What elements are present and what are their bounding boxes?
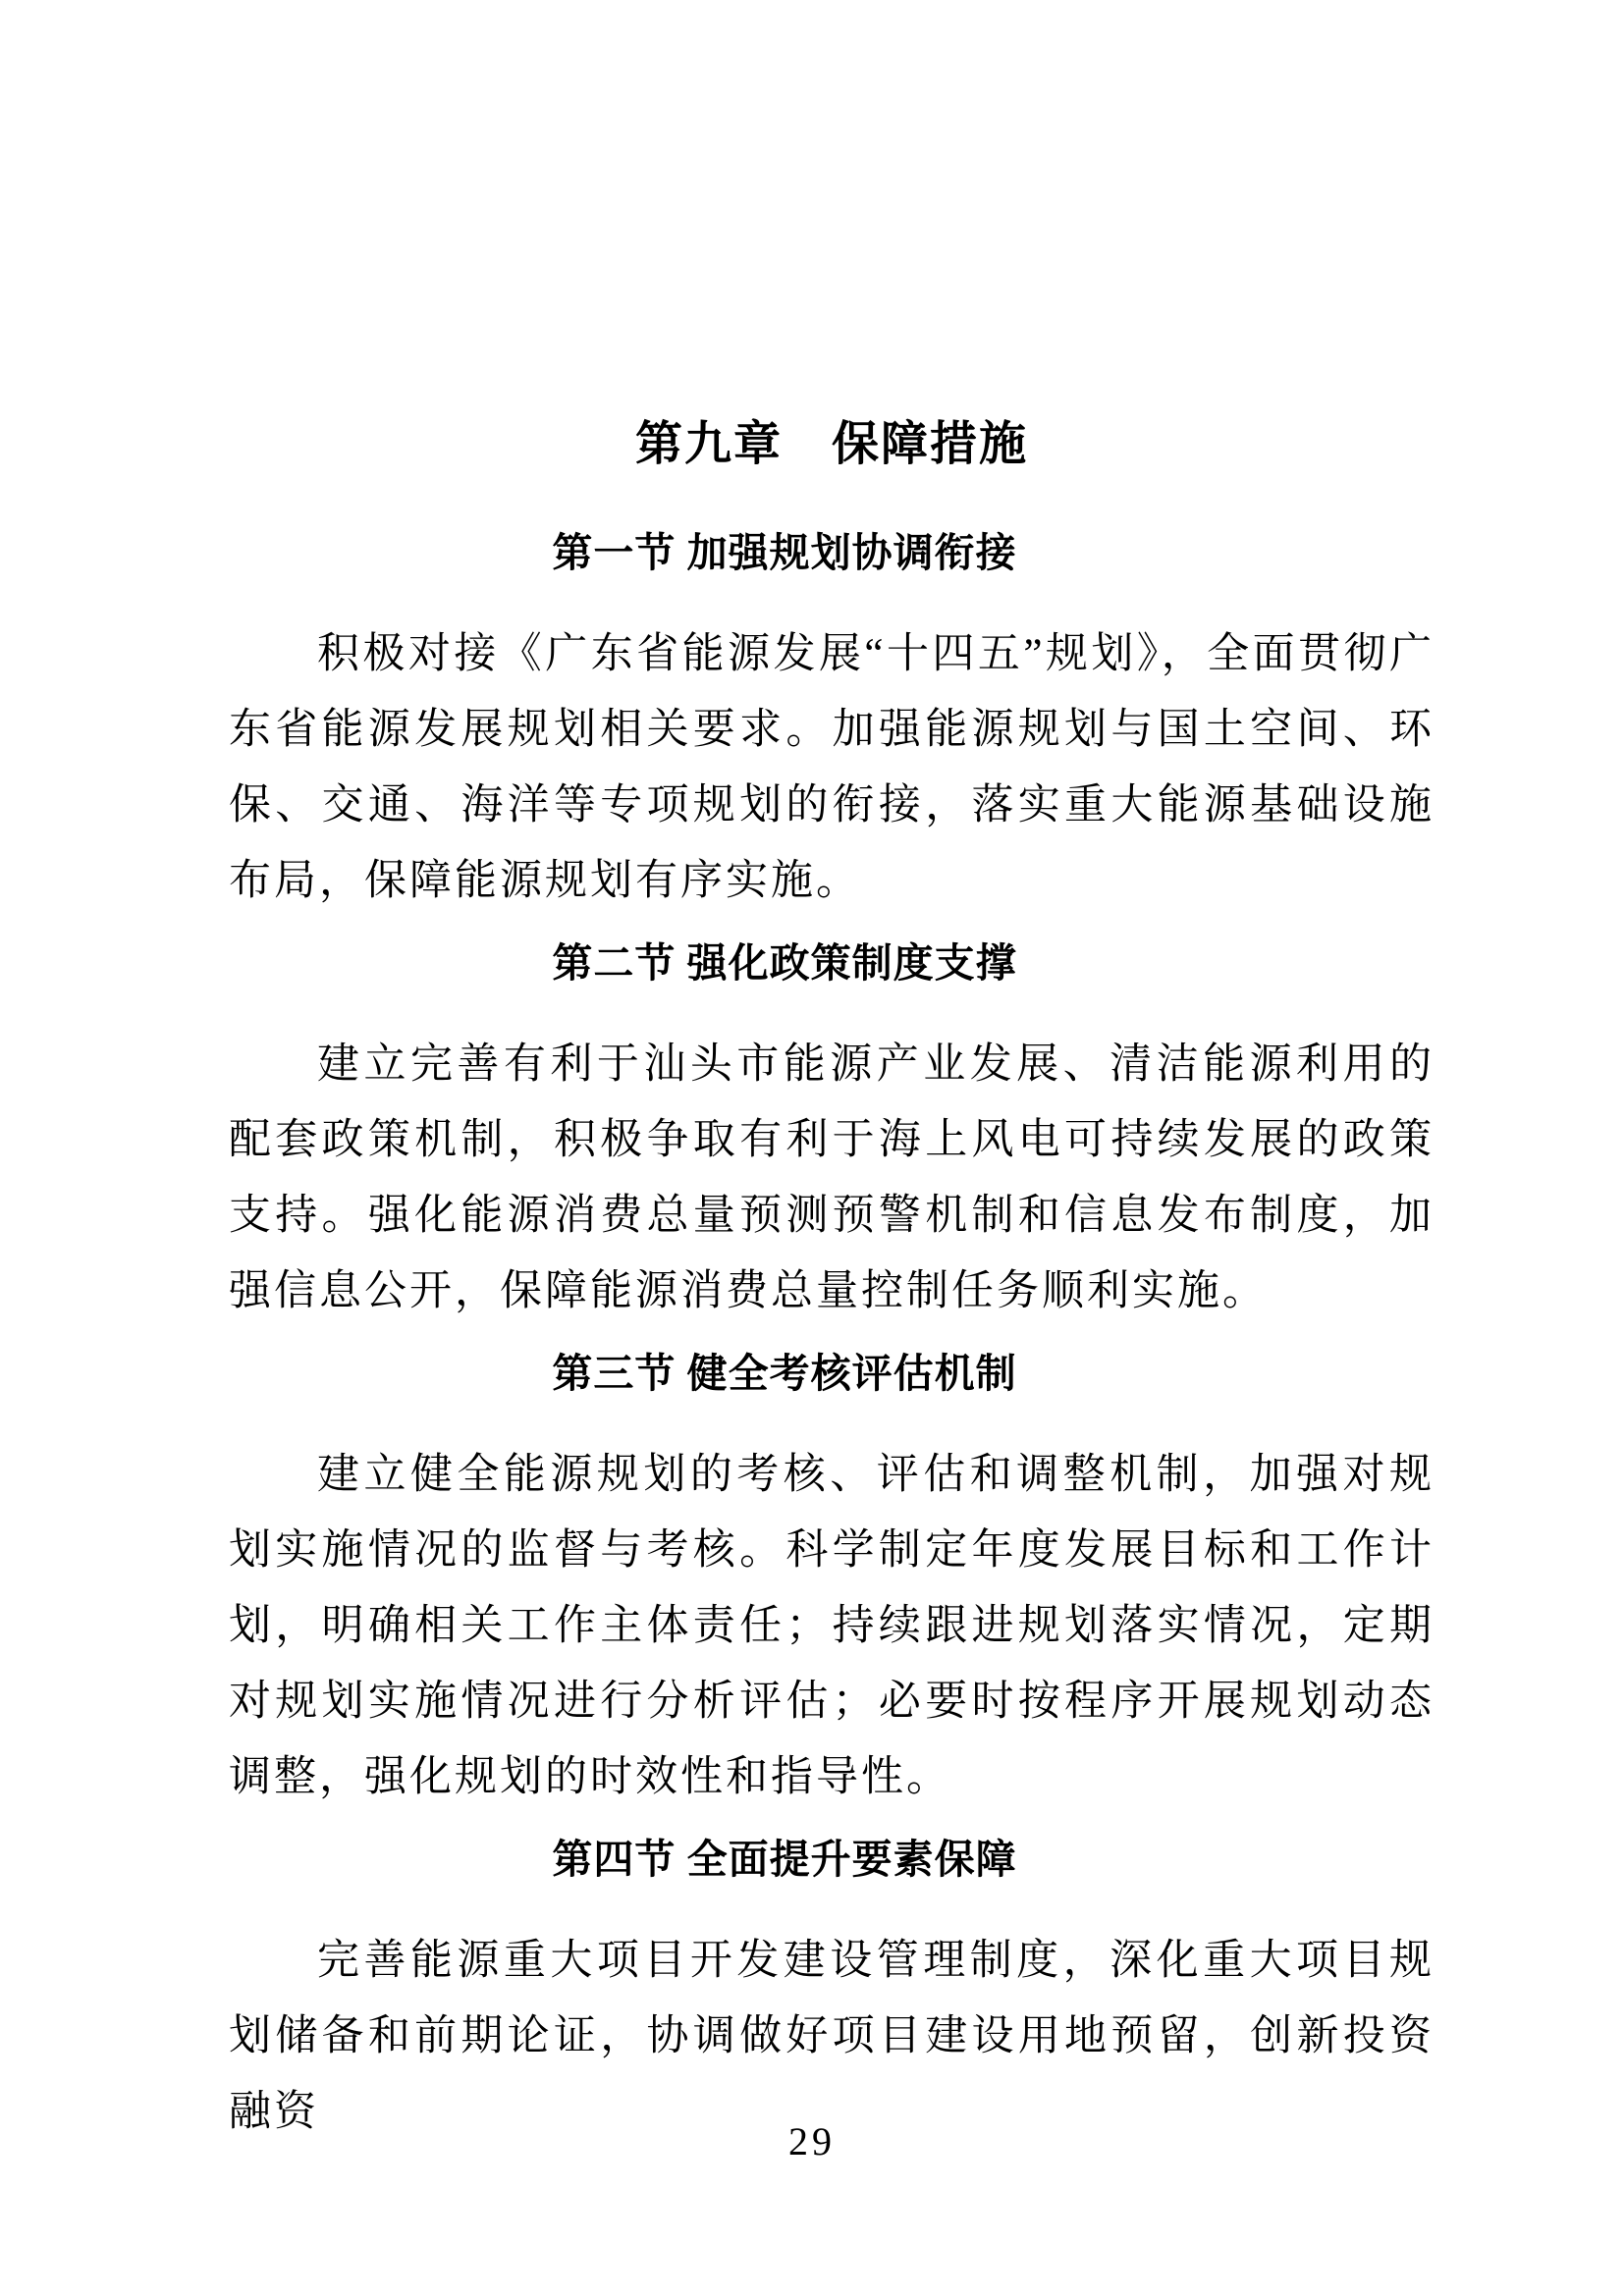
section-2-heading: 第二节 强化政策制度支撑 bbox=[552, 940, 1017, 986]
section-1-heading: 第一节 加强规划协调衔接 bbox=[552, 530, 1017, 575]
section-1 bbox=[229, 528, 1435, 919]
section-2-paragraph: 建立完善有利于汕头市能源产业发展、清洁能源利用的配套政策机制，积极争取有利于海上风电可持续发展的政策支持。强化能源消费总量预测预警机制和信息发布制度，加强信息公开，保障能源消费总量控制任务顺利实施。 bbox=[229, 1041, 1435, 1314]
chapter-title: 第九章 保障措施 bbox=[634, 416, 1028, 471]
section-4-heading: 第四节 全面提升要素保障 bbox=[552, 1837, 1017, 1882]
page-number: 29 bbox=[788, 2119, 836, 2163]
page-content bbox=[229, 0, 1435, 2150]
section-4-paragraph: 完善能源重大项目开发建设管理制度，深化重大项目规划储备和前期论证，协调做好项目建设用地预留，创新投资融资 bbox=[229, 1938, 1435, 2135]
section-3-paragraph: 建立健全能源规划的考核、评估和调整机制，加强对规划实施情况的监督与考核。科学制定年度发展目标和工作计划，明确相关工作主体责任；持续跟进规划落实情况，定期对规划实施情况进行分析评估；必要时按程序开展规划动态调整，强化规划的时效性和指导性。 bbox=[229, 1452, 1435, 1800]
section-2 bbox=[229, 938, 1435, 1329]
section-3-heading: 第三节 健全考核评估机制 bbox=[552, 1351, 1017, 1396]
section-3 bbox=[229, 1349, 1435, 1815]
section-1-paragraph: 积极对接《广东省能源发展“十四五”规划》，全面贯彻广东省能源发展规划相关要求。加强能源规划与国土空间、环保、交通、海洋等专项规划的衔接，落实重大能源基础设施布局，保障能源规划有序实施。 bbox=[229, 631, 1435, 904]
section-4 bbox=[229, 1835, 1435, 2150]
